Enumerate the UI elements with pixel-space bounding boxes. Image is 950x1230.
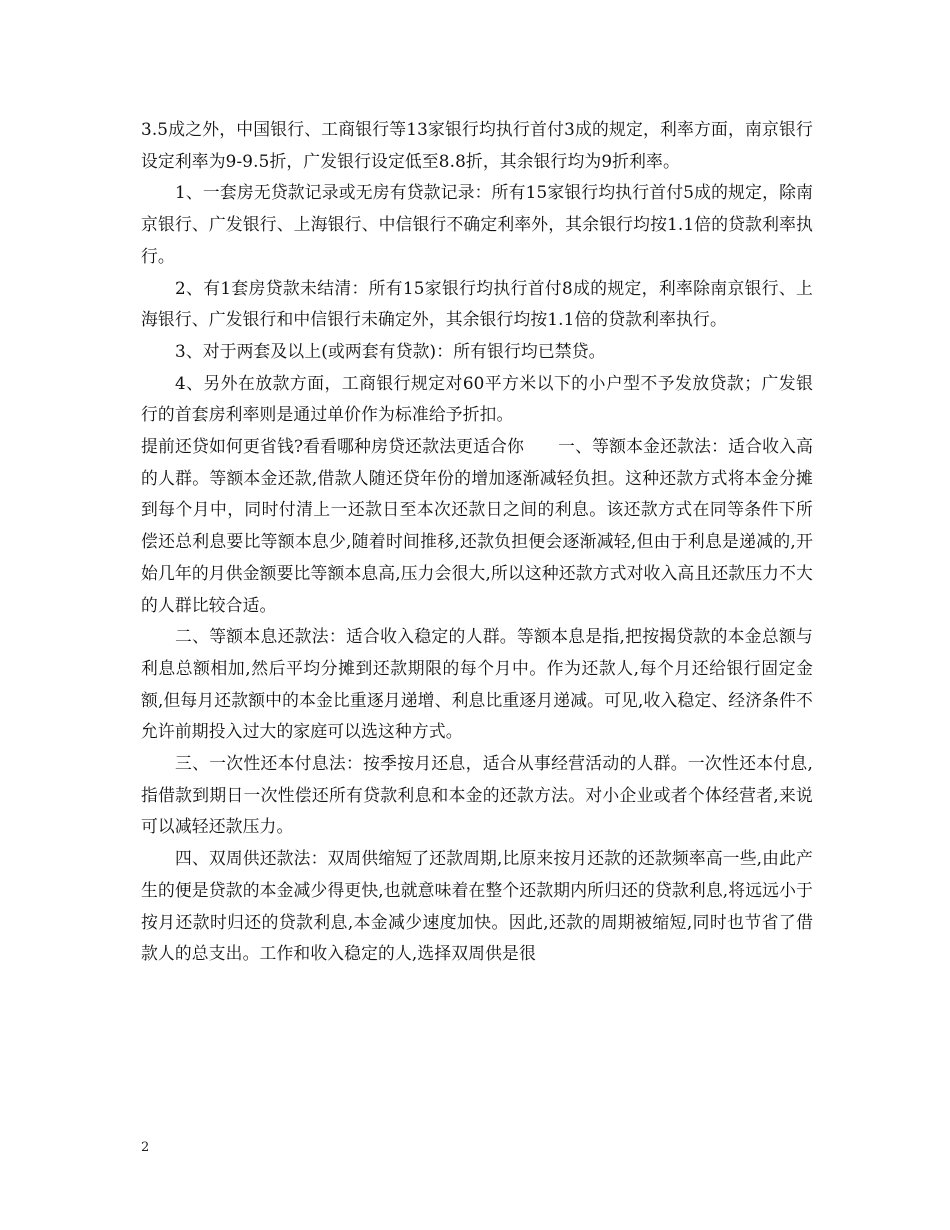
paragraph: 4、另外在放款方面，工商银行规定对60平方米以下的小户型不予发放贷款；广发银行的首套房利率则是通过单价作为标准给予折扣。 <box>141 372 813 425</box>
paragraph: 3、对于两套及以上(或两套有贷款)：所有银行均已禁贷。 <box>175 340 606 361</box>
paragraph: 2、有1套房贷款未结清：所有15家银行均执行首付8成的规定，利率除南京银行、上海银行、广发银行和中信银行未确定外，其余银行均按1.1倍的贷款利率执行。 <box>141 277 813 330</box>
paragraph: 四、双周供还款法：双周供缩短了还款周期,比原来按月还款的还款频率高一些,由此产生的便是贷款的本金减少得更快,也就意味着在整个还款期内所归还的贷款利息,将远远小于按月还款时归还的贷款利息,本金减少速度加快。因此,还款的周期被缩短,同时也节省了借款人的总支出。工作和收入稳定的人,选择双周供是很 <box>141 848 813 964</box>
paragraph: 3.5成之外，中国银行、工商银行等13家银行均执行首付3成的规定，利率方面，南京银行设定利率为9-9.5折，广发银行设定低至8.8折，其余银行均为9折利率。 <box>141 119 813 171</box>
paragraph: 三、一次性还本付息法：按季按月还息，适合从事经营活动的人群。一次性还本付息,指借款到期日一次性偿还所有贷款利息和本金的还款方法。对小企业或者个体经营者,来说可以减轻还款压力。 <box>141 753 813 837</box>
paragraph: 1、一套房无贷款记录或无房有贷款记录：所有15家银行均执行首付5成的规定，除南京银行、广发银行、上海银行、中信银行不确定利率外，其余银行均按1.1倍的贷款利率执行。 <box>141 182 813 266</box>
paragraph: 二、等额本息还款法：适合收入稳定的人群。等额本息是指,把按揭贷款的本金总额与利息总额相加,然后平均分摊到还款期限的每个月中。作为还款人,每个月还给银行固定金额,但每月还款额中的本金比重逐月递增、利息比重逐月递减。可见,收入稳定、经济条件不允许前期投入过大的家庭可以选这种方式。 <box>141 626 813 742</box>
page-number: 2 <box>141 1140 150 1155</box>
page-body <box>141 114 813 970</box>
paragraph: 提前还贷如何更省钱?看看哪种房贷还款法更适合你 一、等额本金还款法：适合收入高的人群。等额本金还款,借款人随还贷年份的增加逐渐减轻负担。这种还款方式将本金分摊到每个月中，同时付清上一还款日至本次还款日之间的利息。该还款方式在同等条件下所偿还总利息要比等额本息少,随着时间推移,还款负担便会逐渐减轻,但由于利息是递减的,开始几年的月供金额要比等额本息高,压力会很大,所以这种还款方式对收入高且还款压力不大的人群比较合适。 <box>141 436 813 615</box>
